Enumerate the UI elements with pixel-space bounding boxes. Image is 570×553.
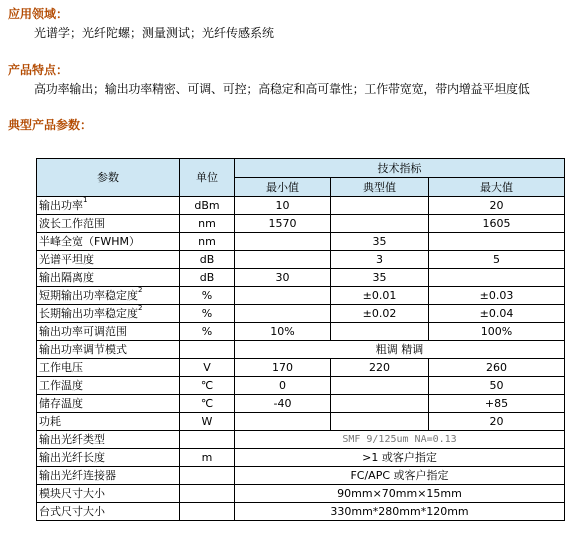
table-row bbox=[37, 377, 565, 395]
footnote-marker: 2 bbox=[138, 304, 143, 312]
param-name-text: 工作电压 bbox=[39, 361, 83, 374]
typ-cell bbox=[331, 377, 429, 395]
max-cell bbox=[429, 233, 565, 251]
table-row bbox=[37, 449, 565, 467]
typ-cell: 35 bbox=[331, 233, 429, 251]
max-cell: 20 bbox=[429, 197, 565, 215]
param-name-text: 光谱平坦度 bbox=[39, 253, 94, 266]
table-row bbox=[37, 323, 565, 341]
unit-cell: V bbox=[180, 359, 235, 377]
min-cell bbox=[235, 251, 331, 269]
max-cell: 100% bbox=[429, 323, 565, 341]
param-name bbox=[37, 485, 180, 503]
param-name-text: 输出功率可调范围 bbox=[39, 325, 127, 338]
param-name-text: 输出光纤类型 bbox=[39, 433, 105, 446]
param-name bbox=[37, 395, 180, 413]
min-cell bbox=[235, 287, 331, 305]
unit-cell: ℃ bbox=[180, 395, 235, 413]
param-name bbox=[37, 449, 180, 467]
param-name-text: 输出隔离度 bbox=[39, 271, 94, 284]
min-cell: 1570 bbox=[235, 215, 331, 233]
max-cell: +85 bbox=[429, 395, 565, 413]
param-name bbox=[37, 359, 180, 377]
param-name bbox=[37, 377, 180, 395]
header-row-1 bbox=[37, 159, 565, 178]
typ-cell: ±0.02 bbox=[331, 305, 429, 323]
typ-cell: 220 bbox=[331, 359, 429, 377]
param-name bbox=[37, 215, 180, 233]
min-cell bbox=[235, 233, 331, 251]
params-heading: 典型产品参数： bbox=[8, 118, 93, 132]
param-name bbox=[37, 431, 180, 449]
max-cell: 20 bbox=[429, 413, 565, 431]
unit-cell: nm bbox=[180, 215, 235, 233]
param-name-text: 模块尺寸大小 bbox=[39, 487, 105, 500]
param-name-text: 输出功率调节模式 bbox=[39, 343, 127, 356]
typ-cell: 3 bbox=[331, 251, 429, 269]
header-param: 参数 bbox=[37, 159, 180, 197]
param-name bbox=[37, 305, 180, 323]
unit-cell bbox=[180, 341, 235, 359]
footnote-marker: 2 bbox=[138, 286, 143, 294]
unit-cell: dBm bbox=[180, 197, 235, 215]
param-name-text: 输出光纤长度 bbox=[39, 451, 105, 464]
param-name bbox=[37, 197, 180, 215]
param-name bbox=[37, 413, 180, 431]
typ-cell: 35 bbox=[331, 269, 429, 287]
min-cell: 10% bbox=[235, 323, 331, 341]
max-cell bbox=[429, 269, 565, 287]
table-row bbox=[37, 233, 565, 251]
param-name bbox=[37, 341, 180, 359]
table-row bbox=[37, 215, 565, 233]
table-row bbox=[37, 287, 565, 305]
param-name bbox=[37, 323, 180, 341]
header-min: 最小值 bbox=[235, 178, 331, 197]
param-name bbox=[37, 287, 180, 305]
spec-table bbox=[36, 158, 565, 521]
param-name-text: 波长工作范围 bbox=[39, 217, 105, 230]
min-cell: 0 bbox=[235, 377, 331, 395]
unit-cell bbox=[180, 467, 235, 485]
param-name-text: 储存温度 bbox=[39, 397, 83, 410]
table-row bbox=[37, 413, 565, 431]
unit-cell bbox=[180, 431, 235, 449]
min-cell: 10 bbox=[235, 197, 331, 215]
table-row bbox=[37, 197, 565, 215]
max-cell: 1605 bbox=[429, 215, 565, 233]
unit-cell: W bbox=[180, 413, 235, 431]
typ-cell: ±0.01 bbox=[331, 287, 429, 305]
table-row bbox=[37, 395, 565, 413]
param-name-text: 短期输出功率稳定度 bbox=[39, 289, 138, 302]
unit-cell: % bbox=[180, 323, 235, 341]
max-cell: 5 bbox=[429, 251, 565, 269]
unit-cell: % bbox=[180, 287, 235, 305]
header-max: 最大值 bbox=[429, 178, 565, 197]
merged-value: >1 或客户指定 bbox=[235, 449, 565, 467]
typ-cell bbox=[331, 197, 429, 215]
param-name-text: 输出功率 bbox=[39, 199, 83, 212]
merged-value: SMF 9/125um NA=0.13 bbox=[235, 431, 565, 449]
table-row bbox=[37, 359, 565, 377]
max-cell: ±0.04 bbox=[429, 305, 565, 323]
features-text: 高功率输出；输出功率精密、可调、可控；高稳定和高可靠性；工作带宽宽，带内增益平坦度低 bbox=[34, 82, 530, 96]
param-name bbox=[37, 233, 180, 251]
min-cell: -40 bbox=[235, 395, 331, 413]
header-unit: 单位 bbox=[180, 159, 235, 197]
table-row bbox=[37, 431, 565, 449]
header-typ: 典型值 bbox=[331, 178, 429, 197]
min-cell bbox=[235, 413, 331, 431]
min-cell bbox=[235, 305, 331, 323]
max-cell: ±0.03 bbox=[429, 287, 565, 305]
table-row bbox=[37, 467, 565, 485]
application-text: 光谱学；光纤陀螺；测量测试；光纤传感系统 bbox=[34, 26, 275, 40]
table-row bbox=[37, 251, 565, 269]
param-name bbox=[37, 251, 180, 269]
table-row bbox=[37, 485, 565, 503]
unit-cell: m bbox=[180, 449, 235, 467]
table-row bbox=[37, 503, 565, 521]
param-name bbox=[37, 269, 180, 287]
typ-cell bbox=[331, 215, 429, 233]
typ-cell bbox=[331, 395, 429, 413]
param-name-text: 半峰全宽（FWHM） bbox=[39, 235, 140, 248]
param-name bbox=[37, 503, 180, 521]
unit-cell: % bbox=[180, 305, 235, 323]
unit-cell: ℃ bbox=[180, 377, 235, 395]
merged-value: 粗调 精调 bbox=[235, 341, 565, 359]
unit-cell: dB bbox=[180, 251, 235, 269]
table-row bbox=[37, 305, 565, 323]
header-spec: 技术指标 bbox=[235, 159, 565, 178]
param-name-text: 台式尺寸大小 bbox=[39, 505, 105, 518]
merged-value: 330mm*280mm*120mm bbox=[235, 503, 565, 521]
min-cell: 170 bbox=[235, 359, 331, 377]
table-row bbox=[37, 269, 565, 287]
table-row bbox=[37, 341, 565, 359]
application-heading: 应用领域： bbox=[8, 7, 69, 21]
features-heading: 产品特点： bbox=[8, 63, 69, 77]
unit-cell bbox=[180, 503, 235, 521]
param-name-text: 长期输出功率稳定度 bbox=[39, 307, 138, 320]
typ-cell bbox=[331, 323, 429, 341]
param-name-text: 输出光纤连接器 bbox=[39, 469, 116, 482]
unit-cell: dB bbox=[180, 269, 235, 287]
merged-value: 90mm×70mm×15mm bbox=[235, 485, 565, 503]
max-cell: 50 bbox=[429, 377, 565, 395]
param-name-text: 工作温度 bbox=[39, 379, 83, 392]
min-cell: 30 bbox=[235, 269, 331, 287]
param-name-text: 功耗 bbox=[39, 415, 61, 428]
param-name bbox=[37, 467, 180, 485]
merged-value: FC/APC 或客户指定 bbox=[235, 467, 565, 485]
typ-cell bbox=[331, 413, 429, 431]
unit-cell bbox=[180, 485, 235, 503]
max-cell: 260 bbox=[429, 359, 565, 377]
footnote-marker: 1 bbox=[83, 196, 88, 204]
unit-cell: nm bbox=[180, 233, 235, 251]
